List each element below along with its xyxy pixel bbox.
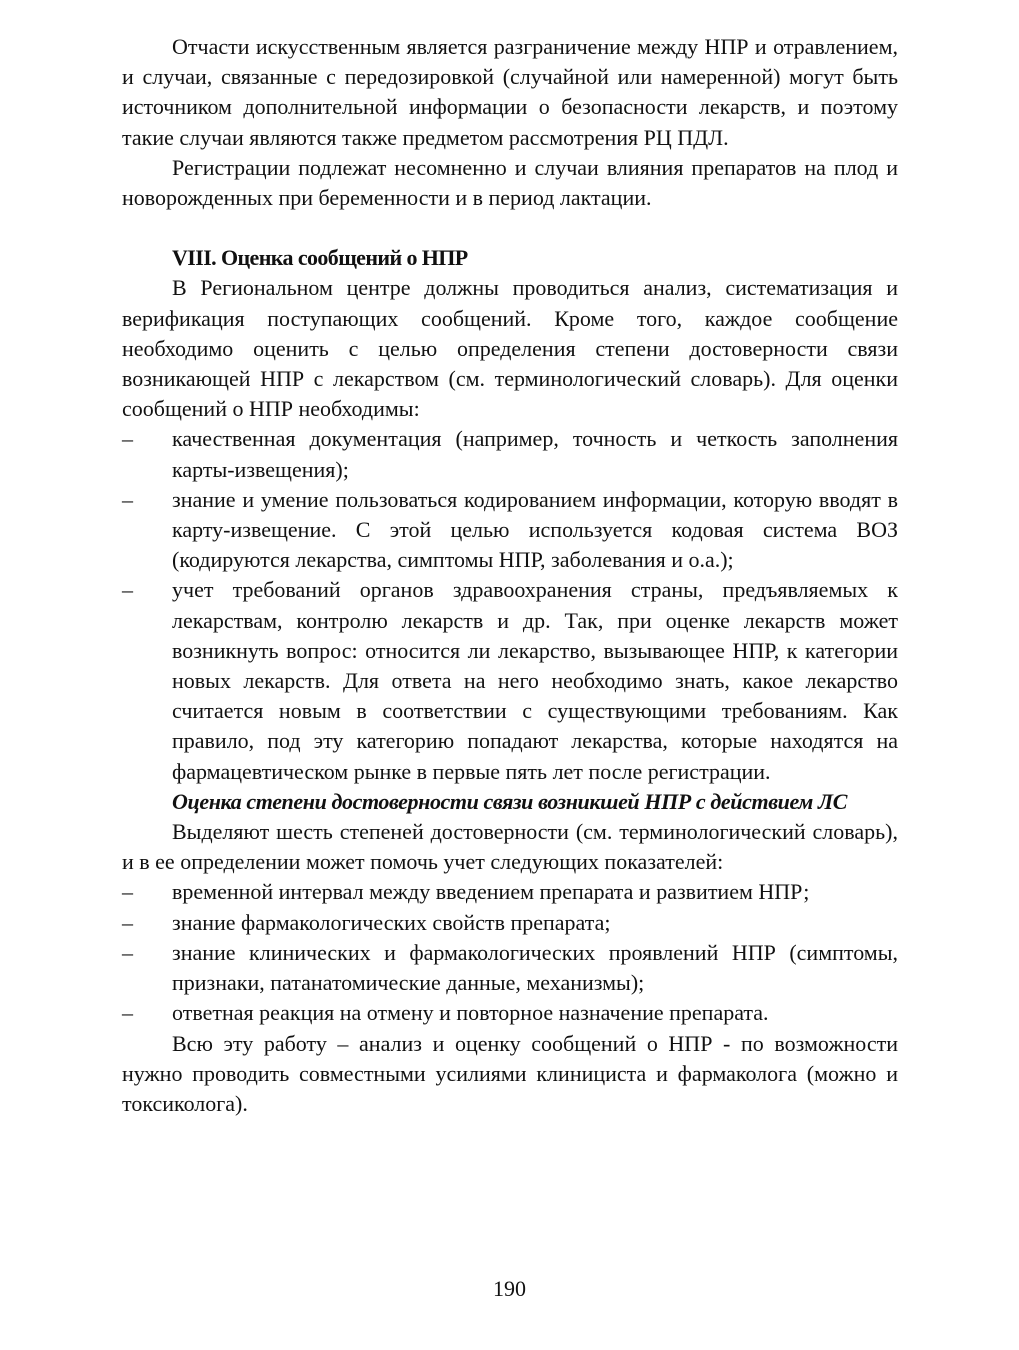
paragraph-six-degrees: Выделяют шесть степеней достоверности (см. терминологический словарь), и в ее определении может помочь учет следующих показателей: [122, 819, 898, 875]
page-number: 190 [493, 1276, 526, 1301]
subheading: Оценка степени достоверности связи возникшей НПР с действием ЛС [172, 788, 848, 814]
paragraph-joint-work: Всю эту работу – анализ и оценку сообщений о НПР - по возможности нужно проводить совместными усилиями клинициста и фармаколога (можно и токсиколога). [122, 1030, 898, 1116]
list-item-text: знание и умение пользоваться кодированием информации, которую вводят в карту-извещение. С этой целью используется кодовая система ВОЗ (кодируются лекарства, симптомы НПР, заболевания и о.а.); [172, 486, 898, 573]
dash-bullet: – [122, 577, 133, 603]
list-item-text: временной интервал между введением препарата и развитием НПР; [172, 879, 810, 905]
list-item-text: знание клинических и фармакологических проявлений НПР (симптомы, признаки, патанатомические данные, механизмы); [172, 939, 898, 996]
section-heading: VIII. Оценка сообщений о НПР [172, 245, 468, 271]
list-item [122, 938, 898, 998]
paragraph-regional-center: В Региональном центре должны проводиться анализ, систематизация и верификация поступающих сообщений. Кроме того, каждое сообщение необходимо оценить с целью определения степени достоверности связи возникающей НПР с лекарством (см. терминологический словарь). Для оценки сообщений о НПР необходимы: [122, 275, 898, 422]
dash-bullet: – [122, 426, 133, 452]
dash-bullet: – [122, 1000, 133, 1026]
list-item-text: ответная реакция на отмену и повторное назначение препарата. [172, 1000, 769, 1026]
list-item-text: учет требований органов здравоохранения страны, предъявляемых к лекарствам, контролю лекарств и др. Так, при оценке лекарств может возникнуть вопрос: относится ли лекарство, вызывающее НПР, к категории новых лекарств. Для ответа на него необходимо знать, какое лекарство считается новым в соответствии с существующими требованиям. Как правило, под эту категорию попадают лекарства, которые находятся на фармацевтическом рынке в первые пять лет после регистрации. [172, 577, 898, 784]
list-item [122, 575, 898, 786]
list-item [122, 485, 898, 576]
requirements-list [122, 424, 898, 786]
list-item [122, 998, 898, 1028]
list-item-text: качественная документация (например, точность и четкость заполнения карты-извещения); [172, 426, 898, 482]
dash-bullet: – [122, 879, 133, 905]
indicators-list [122, 877, 898, 1028]
text-column [122, 32, 898, 1119]
dash-bullet: – [122, 909, 133, 935]
paragraph-pregnancy: Регистрации подлежат несомненно и случаи влияния препаратов на плод и новорожденных при беременности и в период лактации. [122, 154, 898, 211]
list-item [122, 908, 898, 938]
dash-bullet: – [122, 486, 133, 512]
dash-bullet: – [122, 939, 133, 965]
list-item [122, 877, 898, 907]
paragraph-overdose: Отчасти искусственным является разграничение между НПР и отравлением, и случаи, связанные с передозировкой (случайной или намеренной) могут быть источником дополнительной информации о безопасности лекарств, и поэтому такие случаи являются также предметом рассмотрения РЦ ПДЛ. [122, 34, 898, 150]
list-item [122, 424, 898, 484]
list-item-text: знание фармакологических свойств препарата; [172, 909, 611, 935]
